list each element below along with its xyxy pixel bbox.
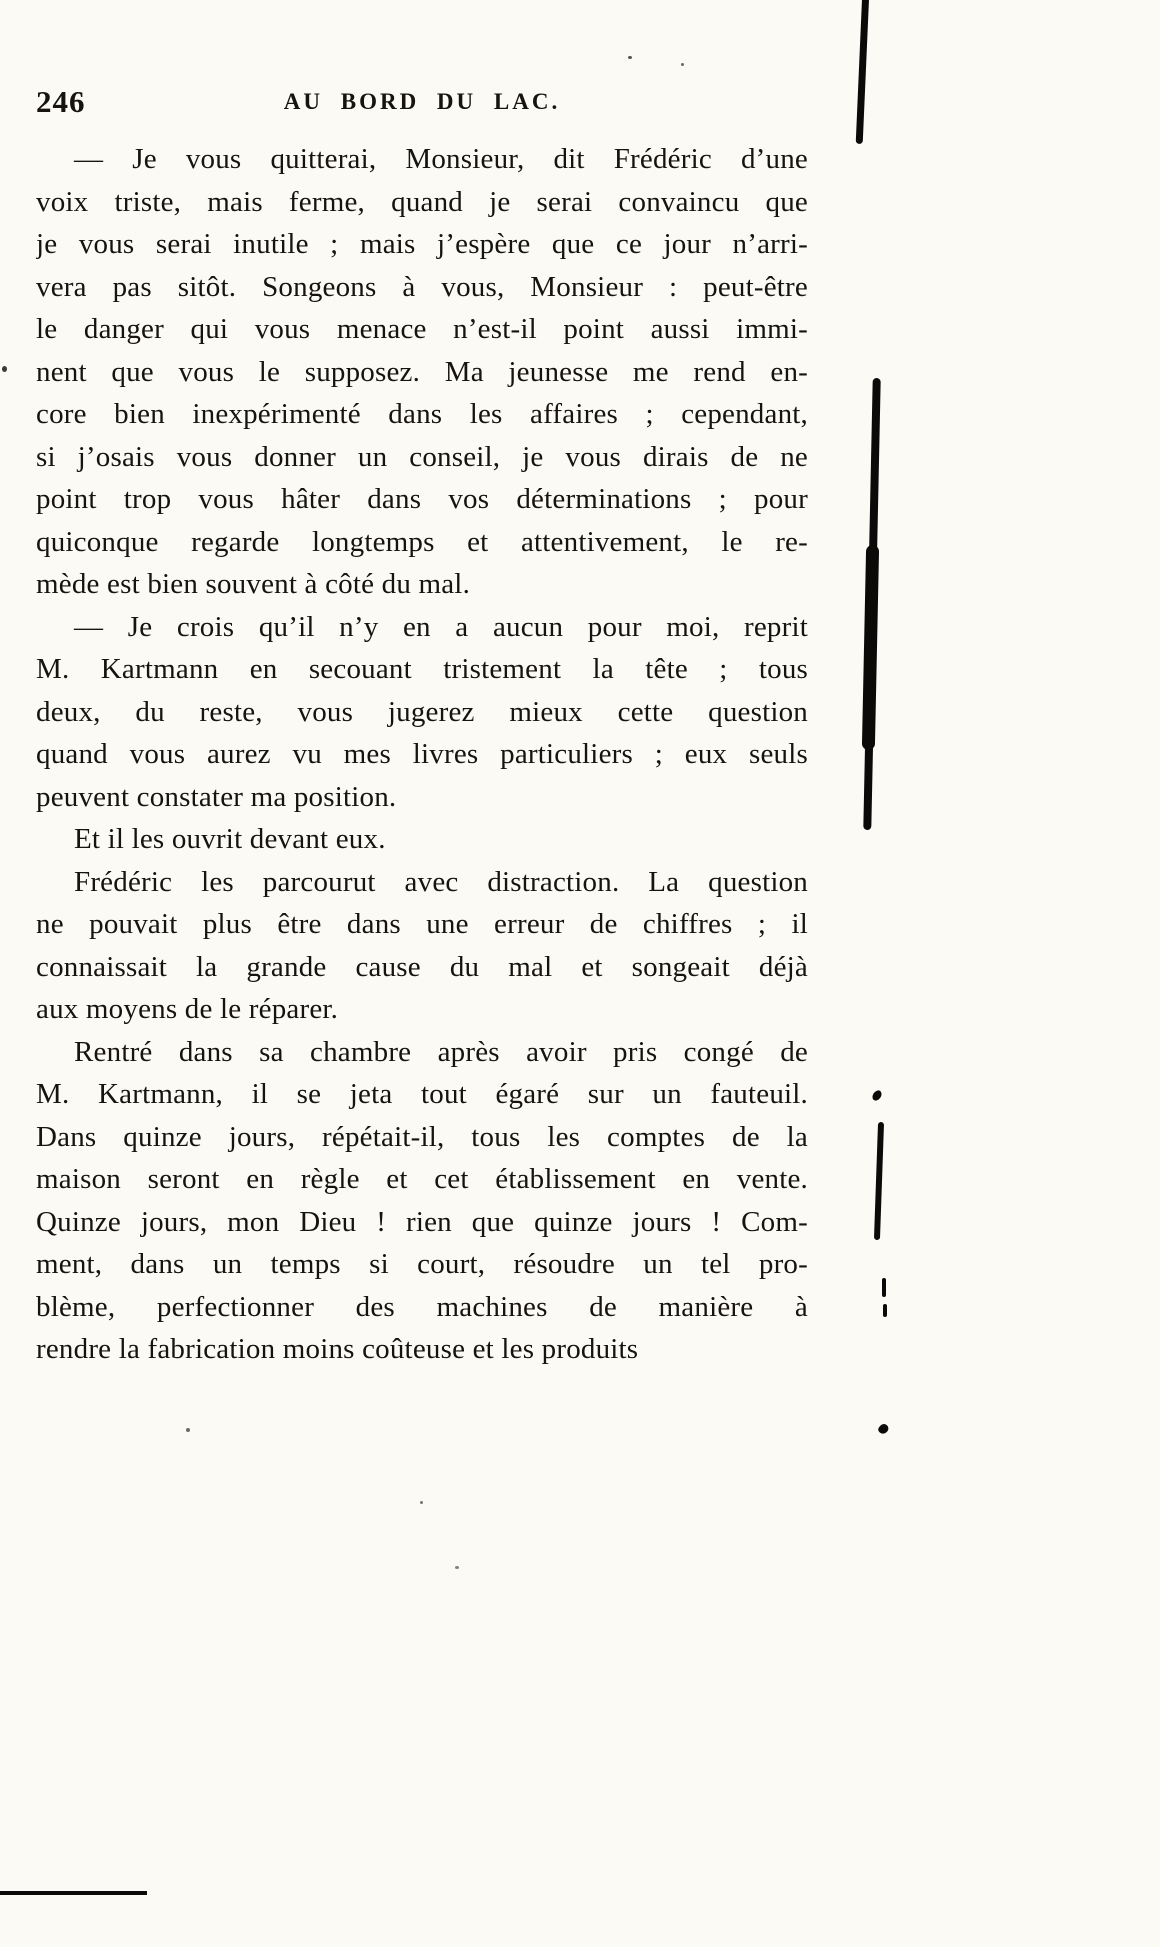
scan-artifact-speck	[455, 1566, 459, 1569]
text-line: point trop vous hâter dans vos déterminations ; pour	[36, 483, 808, 515]
text-line: connaissait la grande cause du mal et songeait déjà	[36, 950, 808, 983]
text-line: M. Kartmann, il se jeta tout égaré sur un fauteuil.	[36, 1078, 808, 1110]
text-line: voix triste, mais ferme, quand je serai convaincu que	[36, 185, 808, 218]
text-line: ment, dans un temps si court, résoudre un tel pro-	[36, 1248, 808, 1280]
text-line: le danger qui vous menace n’est-il point aussi immi-	[36, 313, 808, 345]
text-line: deux, du reste, vous jugerez mieux cette question	[36, 695, 808, 728]
scan-artifact-speck	[186, 1428, 190, 1432]
scan-artifact-ink-blob-middle	[862, 545, 879, 750]
text-line: quiconque regarde longtemps et attentivement, le re-	[36, 525, 808, 558]
scan-artifact-bottom-rule	[0, 1891, 147, 1895]
scan-artifact-ink-dash	[883, 1304, 887, 1317]
text-line: Et il les ouvrit devant eux.	[74, 823, 386, 855]
paragraph	[36, 1031, 808, 1371]
text-line: vera pas sitôt. Songeons à vous, Monsieur : peut-être	[36, 270, 808, 303]
text-line: ne pouvait plus être dans une erreur de chiffres ; il	[36, 908, 808, 940]
text-line: quand vous aurez vu mes livres particuliers ; eux seuls	[36, 738, 808, 770]
text-line: core bien inexpérimenté dans les affaires ; cependant,	[36, 398, 808, 430]
text-block	[36, 138, 808, 1371]
text-line: M. Kartmann en secouant tristement la tête ; tous	[36, 653, 808, 685]
running-title: AU BORD DU LAC.	[283, 89, 561, 114]
paragraph	[36, 861, 808, 1031]
text-line: — Je vous quitterai, Monsieur, dit Frédéric d’une	[74, 143, 808, 175]
scan-artifact-speck	[2, 366, 7, 372]
scan-artifact-ink-dot	[871, 1089, 884, 1103]
scan-artifact-speck	[628, 56, 632, 59]
text-line: maison seront en règle et cet établissement en vente.	[36, 1163, 808, 1195]
text-line: si j’osais vous donner un conseil, je vous dirais de ne	[36, 440, 808, 473]
scan-artifact-speck	[420, 1501, 423, 1504]
paragraph	[36, 138, 808, 606]
scan-artifact-ink-dot	[877, 1422, 890, 1435]
scan-artifact-ink-stroke-top	[856, 0, 870, 144]
page-number: 246	[36, 84, 86, 119]
text-line: Frédéric les parcourut avec distraction. La question	[74, 865, 808, 898]
text-line: Dans quinze jours, répétait-il, tous les comptes de la	[36, 1120, 808, 1153]
scan-artifact-ink-dash	[882, 1278, 886, 1297]
text-line: blème, perfectionner des machines de manière à	[36, 1290, 808, 1323]
paragraph	[36, 818, 808, 861]
text-line: — Je crois qu’il n’y en a aucun pour moi, reprit	[74, 610, 808, 643]
text-line: peuvent constater ma position.	[36, 780, 397, 813]
text-line: Quinze jours, mon Dieu ! rien que quinze jours ! Com-	[36, 1205, 808, 1238]
text-line: aux moyens de le réparer.	[36, 993, 339, 1025]
page-header	[36, 84, 808, 124]
text-line: Rentré dans sa chambre après avoir pris congé de	[74, 1035, 808, 1068]
text-line: nent que vous le supposez. Ma jeunesse me rend en-	[36, 355, 808, 388]
text-line: je vous serai inutile ; mais j’espère que ce jour n’arri-	[36, 228, 808, 260]
scan-artifact-ink-stroke-lower	[874, 1122, 884, 1240]
text-line: mède est bien souvent à côté du mal.	[36, 568, 471, 600]
scan-artifact-speck	[681, 63, 684, 66]
text-line: rendre la fabrication moins coûteuse et les produits	[36, 1333, 639, 1365]
paragraph	[36, 606, 808, 819]
